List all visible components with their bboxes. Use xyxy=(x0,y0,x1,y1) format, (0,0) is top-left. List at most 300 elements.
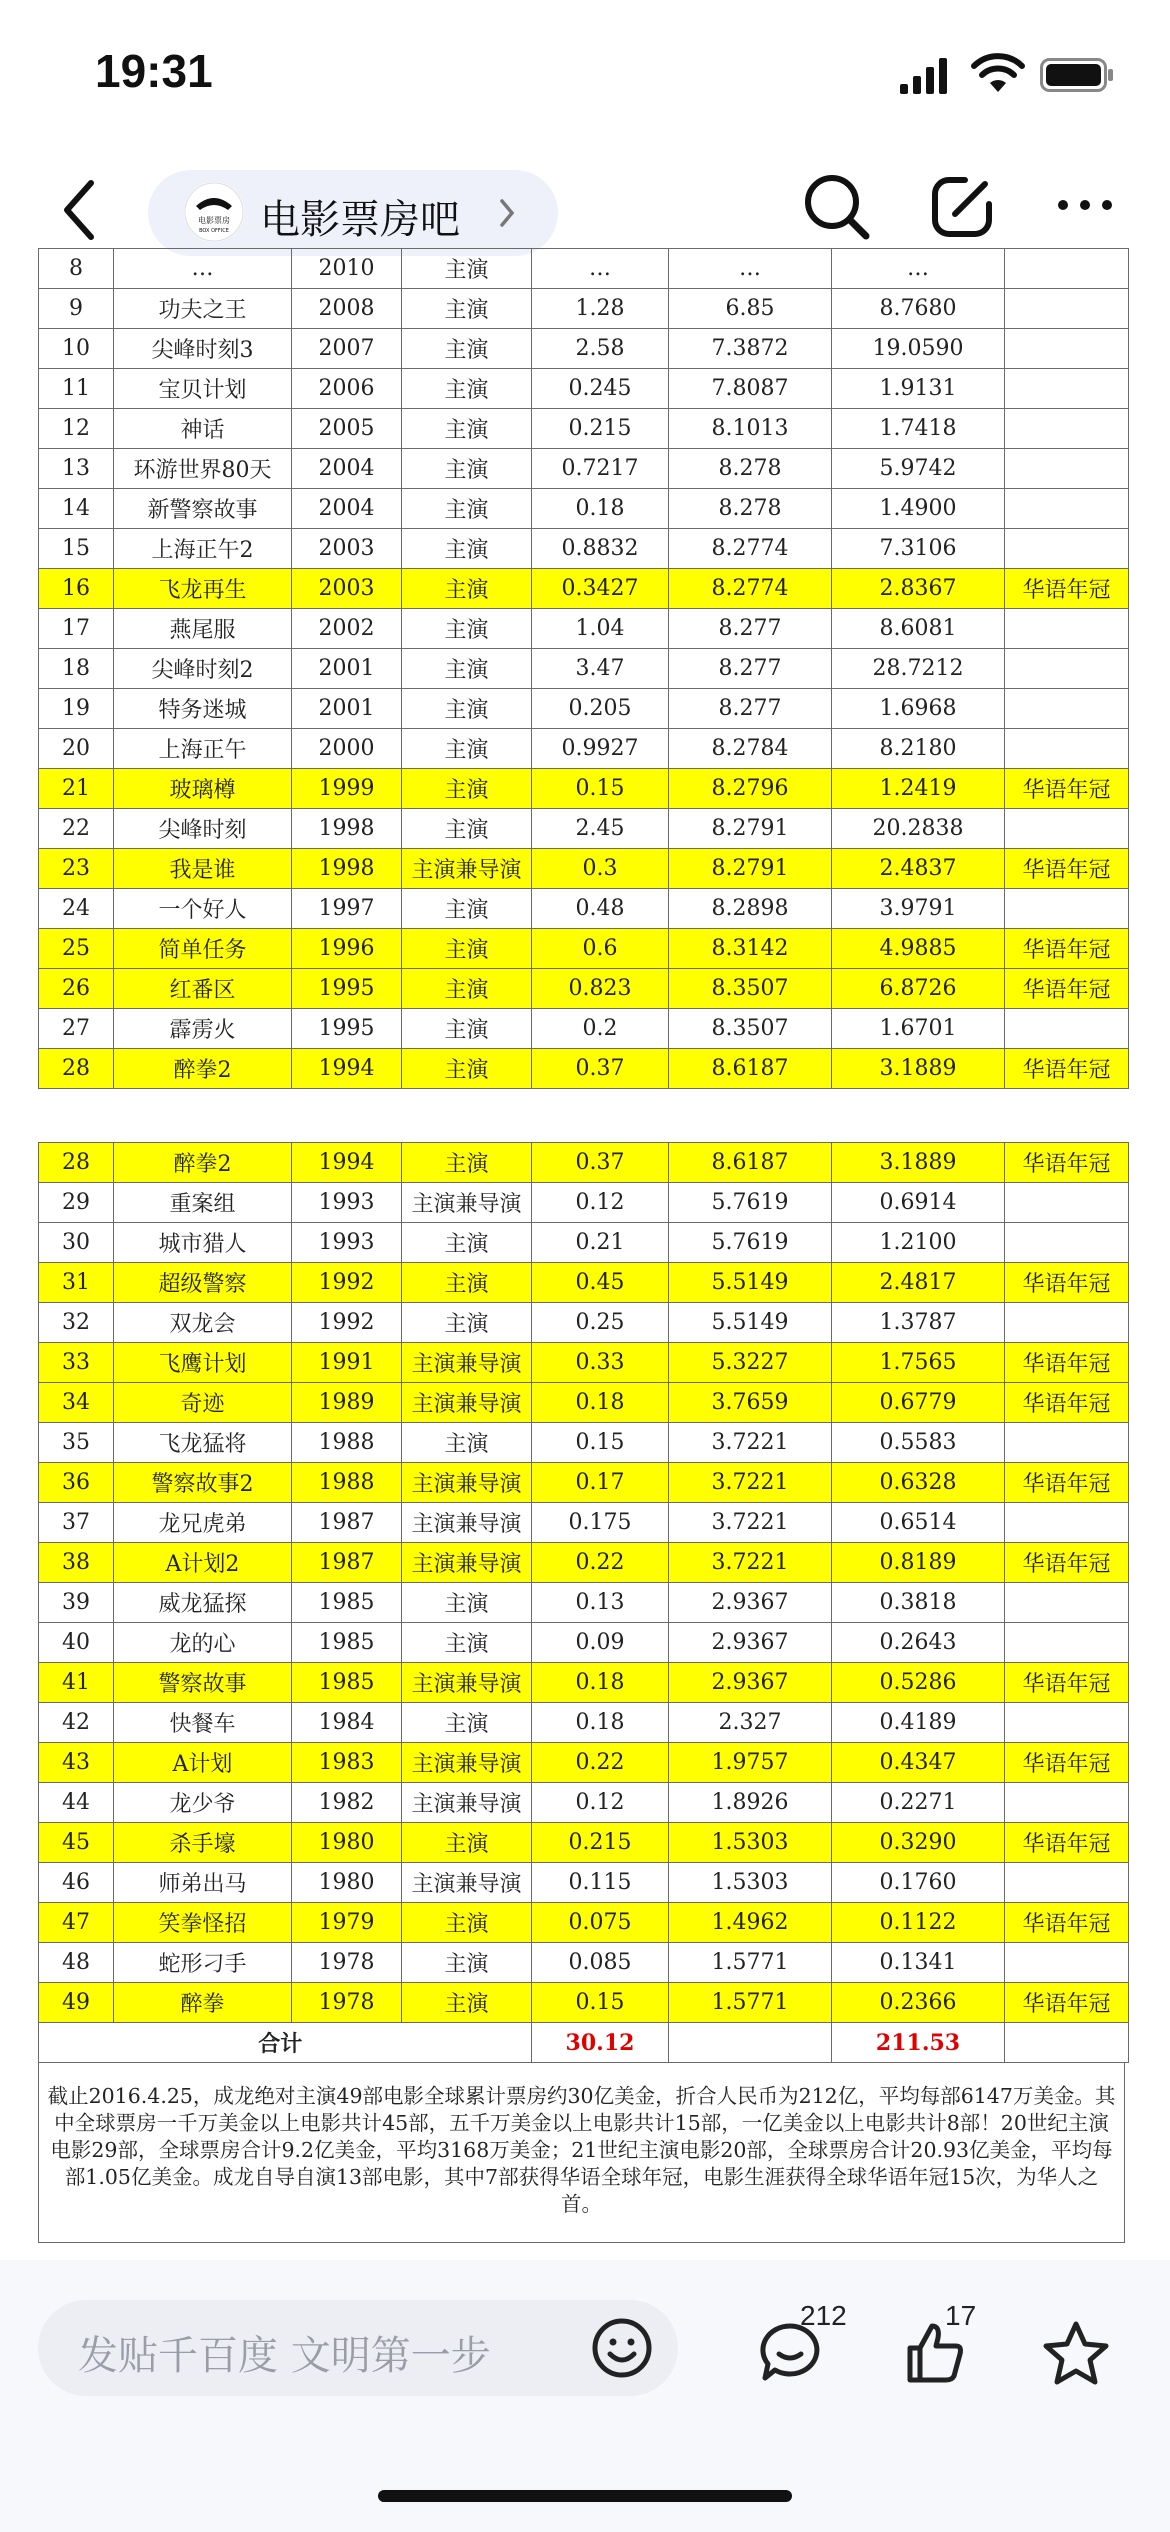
title-cell: 超级警察 xyxy=(114,1263,292,1303)
title-cell: 简单任务 xyxy=(114,929,292,969)
gross-usd-cell: 0.18 xyxy=(532,1663,669,1703)
title-cell: 快餐车 xyxy=(114,1703,292,1743)
year-cell: 1978 xyxy=(292,1983,402,2023)
table-row xyxy=(39,1463,1129,1503)
year-cell: 1985 xyxy=(292,1663,402,1703)
year-cell: 2001 xyxy=(292,649,402,689)
table-row xyxy=(39,1583,1129,1623)
year-cell: 2008 xyxy=(292,289,402,329)
gross-usd-cell: 0.9927 xyxy=(532,729,669,769)
exchange-rate-cell: 8.6187 xyxy=(669,1049,832,1089)
title-cell: 上海正午2 xyxy=(114,529,292,569)
rank-cell: 35 xyxy=(39,1423,114,1463)
box-office-table-top xyxy=(38,248,1129,1089)
role-cell: 主演 xyxy=(402,489,532,529)
gross-rmb-cell: 0.2366 xyxy=(832,1983,1005,2023)
award-note-cell xyxy=(1005,729,1129,769)
exchange-rate-cell: 8.3142 xyxy=(669,929,832,969)
rank-cell: 44 xyxy=(39,1783,114,1823)
exchange-rate-cell: 8.278 xyxy=(669,449,832,489)
table-row xyxy=(39,1703,1129,1743)
exchange-rate-cell: 3.7659 xyxy=(669,1383,832,1423)
exchange-rate-cell: 5.3227 xyxy=(669,1343,832,1383)
gross-rmb-cell: 1.4900 xyxy=(832,489,1005,529)
award-note-cell: 华语年冠 xyxy=(1005,569,1129,609)
year-cell: 2007 xyxy=(292,329,402,369)
rank-cell: 20 xyxy=(39,729,114,769)
table-row xyxy=(39,809,1129,849)
rank-cell: 36 xyxy=(39,1463,114,1503)
gross-usd-cell: 0.12 xyxy=(532,1183,669,1223)
rank-cell: 19 xyxy=(39,689,114,729)
year-cell: 1992 xyxy=(292,1303,402,1343)
role-cell: 主演 xyxy=(402,649,532,689)
gross-usd-cell: 0.215 xyxy=(532,409,669,449)
gross-usd-cell: 0.115 xyxy=(532,1863,669,1903)
year-cell: 2004 xyxy=(292,449,402,489)
table-row xyxy=(39,1983,1129,2023)
table-row xyxy=(39,369,1129,409)
gross-rmb-cell: 1.7418 xyxy=(832,409,1005,449)
box-office-logo-icon xyxy=(184,182,244,242)
rank-cell: 24 xyxy=(39,889,114,929)
role-cell: 主演兼导演 xyxy=(402,1343,532,1383)
rank-cell: 23 xyxy=(39,849,114,889)
total-rmb: 211.53 xyxy=(832,2023,1005,2063)
title-cell: 特务迷城 xyxy=(114,689,292,729)
exchange-rate-cell: 6.85 xyxy=(669,289,832,329)
year-cell: 1980 xyxy=(292,1863,402,1903)
year-cell: 2000 xyxy=(292,729,402,769)
table-row xyxy=(39,769,1129,809)
gross-usd-cell: 0.245 xyxy=(532,369,669,409)
role-cell: 主演 xyxy=(402,289,532,329)
role-cell: 主演 xyxy=(402,249,532,289)
rank-cell: 47 xyxy=(39,1903,114,1943)
rank-cell: 25 xyxy=(39,929,114,969)
rank-cell: 28 xyxy=(39,1049,114,1089)
role-cell: 主演兼导演 xyxy=(402,849,532,889)
table-row xyxy=(39,1543,1129,1583)
back-icon[interactable] xyxy=(55,175,105,245)
role-cell: 主演 xyxy=(402,569,532,609)
title-cell: 醉拳2 xyxy=(114,1143,292,1183)
year-cell: 1988 xyxy=(292,1463,402,1503)
title-cell: 一个好人 xyxy=(114,889,292,929)
role-cell: 主演 xyxy=(402,529,532,569)
table-row xyxy=(39,1743,1129,1783)
rank-cell: 18 xyxy=(39,649,114,689)
total-row xyxy=(39,2023,1129,2063)
more-options-icon[interactable] xyxy=(1055,195,1115,215)
gross-rmb-cell: 6.8726 xyxy=(832,969,1005,1009)
gross-usd-cell: 0.823 xyxy=(532,969,669,1009)
exchange-rate-cell: 1.5303 xyxy=(669,1863,832,1903)
award-note-cell xyxy=(1005,1303,1129,1343)
gross-usd-cell: 0.48 xyxy=(532,889,669,929)
table-row xyxy=(39,329,1129,369)
rank-cell: 8 xyxy=(39,249,114,289)
table-row xyxy=(39,849,1129,889)
table-row xyxy=(39,729,1129,769)
status-time: 19:31 xyxy=(95,45,213,97)
exchange-rate-cell: 8.2774 xyxy=(669,569,832,609)
award-note-cell xyxy=(1005,409,1129,449)
table-row xyxy=(39,1343,1129,1383)
exchange-rate-cell: 1.9757 xyxy=(669,1743,832,1783)
compose-input[interactable] xyxy=(38,2300,678,2396)
forum-name: 电影票房吧 xyxy=(260,197,460,243)
title-cell: 尖峰时刻2 xyxy=(114,649,292,689)
role-cell: 主演兼导演 xyxy=(402,1543,532,1583)
year-cell: 1987 xyxy=(292,1503,402,1543)
year-cell: 1978 xyxy=(292,1943,402,1983)
title-cell: 上海正午 xyxy=(114,729,292,769)
gross-rmb-cell: 7.3106 xyxy=(832,529,1005,569)
svg-text:电影票房: 电影票房 xyxy=(198,216,230,225)
role-cell: 主演 xyxy=(402,929,532,969)
title-cell: 神话 xyxy=(114,409,292,449)
year-cell: 1987 xyxy=(292,1543,402,1583)
exchange-rate-cell: 8.277 xyxy=(669,689,832,729)
title-cell: 警察故事2 xyxy=(114,1463,292,1503)
gross-usd-cell: 0.2 xyxy=(532,1009,669,1049)
rank-cell: 30 xyxy=(39,1223,114,1263)
award-note-cell xyxy=(1005,1223,1129,1263)
exchange-rate-cell: 1.4962 xyxy=(669,1903,832,1943)
gross-usd-cell: 0.12 xyxy=(532,1783,669,1823)
status-bar xyxy=(0,0,1170,140)
gross-usd-cell: 0.3 xyxy=(532,849,669,889)
role-cell: 主演 xyxy=(402,1943,532,1983)
year-cell: 2003 xyxy=(292,569,402,609)
gross-rmb-cell: 2.8367 xyxy=(832,569,1005,609)
year-cell: 2001 xyxy=(292,689,402,729)
rank-cell: 37 xyxy=(39,1503,114,1543)
exchange-rate-cell: 8.2796 xyxy=(669,769,832,809)
gross-rmb-cell: 1.9131 xyxy=(832,369,1005,409)
exchange-rate-cell: 2.9367 xyxy=(669,1663,832,1703)
gross-rmb-cell: 19.0590 xyxy=(832,329,1005,369)
title-cell: 功夫之王 xyxy=(114,289,292,329)
title-cell: A计划 xyxy=(114,1743,292,1783)
year-cell: 1982 xyxy=(292,1783,402,1823)
year-cell: 1984 xyxy=(292,1703,402,1743)
rank-cell: 39 xyxy=(39,1583,114,1623)
table-row xyxy=(39,969,1129,1009)
role-cell: 主演兼导演 xyxy=(402,1463,532,1503)
title-cell: 新警察故事 xyxy=(114,489,292,529)
title-cell: 威龙猛探 xyxy=(114,1583,292,1623)
gross-usd-cell: 0.075 xyxy=(532,1903,669,1943)
exchange-rate-cell: 3.7221 xyxy=(669,1543,832,1583)
exchange-rate-cell: 7.3872 xyxy=(669,329,832,369)
role-cell: 主演 xyxy=(402,889,532,929)
gross-usd-cell: 3.47 xyxy=(532,649,669,689)
gross-usd-cell: 1.04 xyxy=(532,609,669,649)
year-cell: 1993 xyxy=(292,1183,402,1223)
rank-cell: 27 xyxy=(39,1009,114,1049)
gross-rmb-cell: 0.5583 xyxy=(832,1423,1005,1463)
gross-usd-cell: 0.15 xyxy=(532,769,669,809)
gross-usd-cell: 0.45 xyxy=(532,1263,669,1303)
gross-rmb-cell: 2.4817 xyxy=(832,1263,1005,1303)
exchange-rate-cell: 8.2774 xyxy=(669,529,832,569)
rank-cell: 31 xyxy=(39,1263,114,1303)
title-cell: 尖峰时刻 xyxy=(114,809,292,849)
gross-rmb-cell: 0.3290 xyxy=(832,1823,1005,1863)
exchange-rate-cell: 8.3507 xyxy=(669,969,832,1009)
award-note-cell xyxy=(1005,449,1129,489)
box-office-table-bottom xyxy=(38,1142,1129,2063)
exchange-rate-cell: 8.2791 xyxy=(669,809,832,849)
svg-text:BOX OFFICE: BOX OFFICE xyxy=(199,228,229,234)
table-row xyxy=(39,1863,1129,1903)
award-note-cell xyxy=(1005,489,1129,529)
gross-usd-cell: 2.45 xyxy=(532,809,669,849)
gross-usd-cell: 0.175 xyxy=(532,1503,669,1543)
year-cell: 1994 xyxy=(292,1049,402,1089)
title-cell: … xyxy=(114,249,292,289)
chevron-right-icon xyxy=(494,195,520,231)
year-cell: 1995 xyxy=(292,1009,402,1049)
title-cell: 奇迹 xyxy=(114,1383,292,1423)
gross-rmb-cell: 3.1889 xyxy=(832,1049,1005,1089)
gross-rmb-cell: 28.7212 xyxy=(832,649,1005,689)
year-cell: 1996 xyxy=(292,929,402,969)
gross-rmb-cell: 0.1341 xyxy=(832,1943,1005,1983)
award-note-cell xyxy=(1005,1943,1129,1983)
role-cell: 主演兼导演 xyxy=(402,1383,532,1423)
gross-usd-cell: 0.15 xyxy=(532,1983,669,2023)
exchange-rate-cell: 8.2784 xyxy=(669,729,832,769)
table-row xyxy=(39,1503,1129,1543)
award-note-cell xyxy=(1005,889,1129,929)
gross-usd-cell: 0.215 xyxy=(532,1823,669,1863)
gross-usd-cell: 0.18 xyxy=(532,1383,669,1423)
role-cell: 主演 xyxy=(402,1583,532,1623)
gross-usd-cell: 0.09 xyxy=(532,1623,669,1663)
year-cell: 1998 xyxy=(292,849,402,889)
rank-cell: 46 xyxy=(39,1863,114,1903)
exchange-rate-cell: 1.5771 xyxy=(669,1983,832,2023)
table-row xyxy=(39,1049,1129,1089)
year-cell: 1985 xyxy=(292,1623,402,1663)
table-row xyxy=(39,1383,1129,1423)
exchange-rate-cell: 1.5771 xyxy=(669,1943,832,1983)
year-cell: 2002 xyxy=(292,609,402,649)
year-cell: 1994 xyxy=(292,1143,402,1183)
gross-rmb-cell: 0.2271 xyxy=(832,1783,1005,1823)
award-note-cell xyxy=(1005,1703,1129,1743)
rank-cell: 43 xyxy=(39,1743,114,1783)
award-note-cell: 华语年冠 xyxy=(1005,1903,1129,1943)
post-image-1[interactable] xyxy=(38,256,1130,1084)
exchange-rate-cell: 1.8926 xyxy=(669,1783,832,1823)
rank-cell: 38 xyxy=(39,1543,114,1583)
role-cell: 主演 xyxy=(402,809,532,849)
role-cell: 主演 xyxy=(402,1049,532,1089)
exchange-rate-cell: 5.7619 xyxy=(669,1183,832,1223)
exchange-rate-cell: 3.7221 xyxy=(669,1423,832,1463)
role-cell: 主演兼导演 xyxy=(402,1743,532,1783)
table-row xyxy=(39,1943,1129,1983)
award-note-cell xyxy=(1005,609,1129,649)
award-note-cell xyxy=(1005,249,1129,289)
title-cell: 师弟出马 xyxy=(114,1863,292,1903)
title-cell: 重案组 xyxy=(114,1183,292,1223)
year-cell: 1980 xyxy=(292,1823,402,1863)
total-label: 合计 xyxy=(39,2023,402,2063)
gross-rmb-cell: 0.1122 xyxy=(832,1903,1005,1943)
title-cell: 龙少爷 xyxy=(114,1783,292,1823)
gross-rmb-cell: 0.6328 xyxy=(832,1463,1005,1503)
gross-rmb-cell: 5.9742 xyxy=(832,449,1005,489)
table-row xyxy=(39,929,1129,969)
role-cell: 主演 xyxy=(402,1423,532,1463)
rank-cell: 15 xyxy=(39,529,114,569)
year-cell: 2003 xyxy=(292,529,402,569)
role-cell: 主演 xyxy=(402,729,532,769)
award-note-cell xyxy=(1005,809,1129,849)
gross-usd-cell: 0.13 xyxy=(532,1583,669,1623)
battery-icon xyxy=(1040,58,1114,92)
gross-rmb-cell: 0.3818 xyxy=(832,1583,1005,1623)
home-indicator xyxy=(378,2490,792,2502)
table-row xyxy=(39,1623,1129,1663)
rank-cell: 48 xyxy=(39,1943,114,1983)
year-cell: 1995 xyxy=(292,969,402,1009)
forum-logo xyxy=(184,182,244,242)
rank-cell: 9 xyxy=(39,289,114,329)
comment-count: 212 xyxy=(800,2300,847,2331)
gross-usd-cell: 0.37 xyxy=(532,1143,669,1183)
title-cell: A计划2 xyxy=(114,1543,292,1583)
year-cell: 2006 xyxy=(292,369,402,409)
gross-usd-cell: 0.205 xyxy=(532,689,669,729)
like-count: 17 xyxy=(945,2300,977,2331)
title-cell: 我是谁 xyxy=(114,849,292,889)
table-row xyxy=(39,529,1129,569)
award-note-cell xyxy=(1005,1863,1129,1903)
role-cell: 主演兼导演 xyxy=(402,1503,532,1543)
gross-usd-cell: 2.58 xyxy=(532,329,669,369)
gross-rmb-cell: 3.9791 xyxy=(832,889,1005,929)
gross-rmb-cell: 8.2180 xyxy=(832,729,1005,769)
title-cell: 杀手壕 xyxy=(114,1823,292,1863)
year-cell: 2010 xyxy=(292,249,402,289)
year-cell: 2005 xyxy=(292,409,402,449)
award-note-cell: 华语年冠 xyxy=(1005,969,1129,1009)
rank-cell: 12 xyxy=(39,409,114,449)
award-note-cell xyxy=(1005,529,1129,569)
role-cell: 主演 xyxy=(402,689,532,729)
total-gross: 30.12 xyxy=(532,2023,669,2063)
title-cell: 警察故事 xyxy=(114,1663,292,1703)
rank-cell: 28 xyxy=(39,1143,114,1183)
award-note-cell xyxy=(1005,1583,1129,1623)
exchange-rate-cell: 8.277 xyxy=(669,609,832,649)
gross-usd-cell: 0.6 xyxy=(532,929,669,969)
post-image-2[interactable] xyxy=(38,1145,1130,2260)
exchange-rate-cell: 5.5149 xyxy=(669,1263,832,1303)
title-cell: 醉拳 xyxy=(114,1983,292,2023)
role-cell: 主演 xyxy=(402,329,532,369)
title-cell: 飞龙再生 xyxy=(114,569,292,609)
table-row xyxy=(39,1183,1129,1223)
exchange-rate-cell: 8.6187 xyxy=(669,1143,832,1183)
rank-cell: 11 xyxy=(39,369,114,409)
award-note-cell xyxy=(1005,289,1129,329)
award-note-cell: 华语年冠 xyxy=(1005,1743,1129,1783)
award-note-cell: 华语年冠 xyxy=(1005,1663,1129,1703)
table-row xyxy=(39,1903,1129,1943)
edit-post-icon[interactable] xyxy=(925,170,999,244)
award-note-cell: 华语年冠 xyxy=(1005,1343,1129,1383)
award-note-cell: 华语年冠 xyxy=(1005,1543,1129,1583)
role-cell: 主演 xyxy=(402,1903,532,1943)
gross-usd-cell: 0.085 xyxy=(532,1943,669,1983)
gross-rmb-cell: … xyxy=(832,249,1005,289)
award-note-cell: 华语年冠 xyxy=(1005,1983,1129,2023)
gross-rmb-cell: 3.1889 xyxy=(832,1143,1005,1183)
gross-usd-cell: 1.28 xyxy=(532,289,669,329)
gross-usd-cell: 0.18 xyxy=(532,1703,669,1743)
rank-cell: 42 xyxy=(39,1703,114,1743)
rank-cell: 41 xyxy=(39,1663,114,1703)
award-note-cell xyxy=(1005,689,1129,729)
title-cell: 笑拳怪招 xyxy=(114,1903,292,1943)
gross-usd-cell: 0.22 xyxy=(532,1743,669,1783)
title-cell: 醉拳2 xyxy=(114,1049,292,1089)
exchange-rate-cell: 5.5149 xyxy=(669,1303,832,1343)
gross-rmb-cell: 1.2100 xyxy=(832,1223,1005,1263)
emoji-icon[interactable] xyxy=(590,2316,654,2380)
search-icon[interactable] xyxy=(800,170,874,244)
rank-cell: 33 xyxy=(39,1343,114,1383)
rank-cell: 40 xyxy=(39,1623,114,1663)
rank-cell: 32 xyxy=(39,1303,114,1343)
table-row xyxy=(39,1143,1129,1183)
favorite-star-icon[interactable] xyxy=(1040,2318,1112,2390)
title-cell: 城市猎人 xyxy=(114,1223,292,1263)
year-cell: 1985 xyxy=(292,1583,402,1623)
table-row xyxy=(39,409,1129,449)
rank-cell: 14 xyxy=(39,489,114,529)
award-note-cell: 华语年冠 xyxy=(1005,1823,1129,1863)
gross-rmb-cell: 0.6914 xyxy=(832,1183,1005,1223)
gross-usd-cell: … xyxy=(532,249,669,289)
rank-cell: 34 xyxy=(39,1383,114,1423)
rank-cell: 21 xyxy=(39,769,114,809)
award-note-cell xyxy=(1005,369,1129,409)
gross-rmb-cell: 0.6779 xyxy=(832,1383,1005,1423)
gross-rmb-cell: 0.5286 xyxy=(832,1663,1005,1703)
gross-usd-cell: 0.22 xyxy=(532,1543,669,1583)
exchange-rate-cell: … xyxy=(669,249,832,289)
rank-cell: 49 xyxy=(39,1983,114,2023)
title-cell: 龙的心 xyxy=(114,1623,292,1663)
role-cell: 主演 xyxy=(402,1303,532,1343)
title-cell: 尖峰时刻3 xyxy=(114,329,292,369)
exchange-rate-cell: 8.278 xyxy=(669,489,832,529)
award-note-cell: 华语年冠 xyxy=(1005,849,1129,889)
summary-note: 截止2016.4.25，成龙绝对主演49部电影全球累计票房约30亿美金，折合人民币为212亿，平均每部6147万美金。其中全球票房一千万美金以上电影共计45部，五千万美金以上电影共计15部，一亿美金以上电影共计8部！20世纪主演电影29部，全球票房合计9.2亿美金，平均3168万美金；21世纪主演电影20部，全球票房合计20.93亿美金，平均每部1.05亿美金。成龙自导自演13部电影，其中7部获得华语全球年冠，电影生涯获得全球华语年冠15次，为华人之首。 xyxy=(38,2063,1125,2243)
rank-cell: 22 xyxy=(39,809,114,849)
title-cell: 龙兄虎弟 xyxy=(114,1503,292,1543)
forum-entry-button[interactable] xyxy=(148,170,558,256)
table-row xyxy=(39,689,1129,729)
